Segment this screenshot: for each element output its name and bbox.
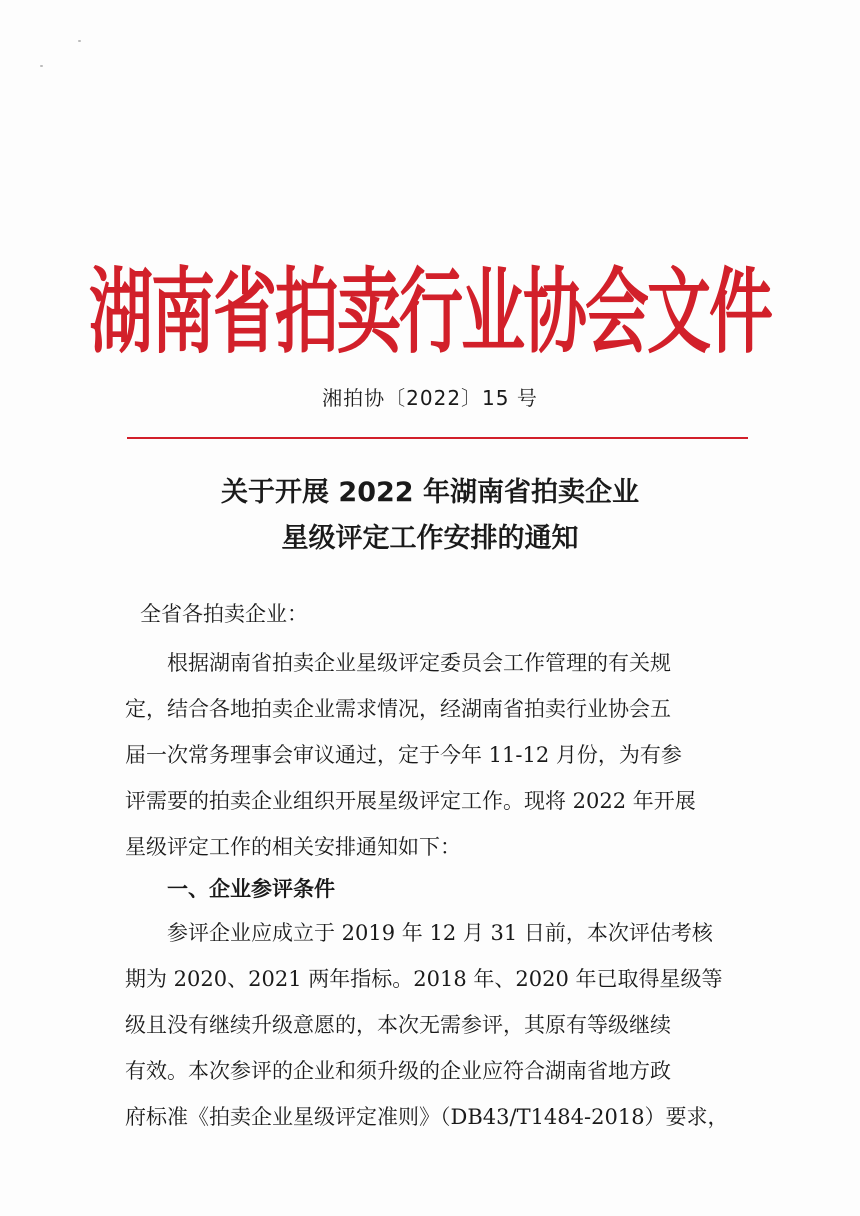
- body-line: 届一次常务理事会审议通过，定于今年 11-12 月份，为有参: [125, 743, 682, 767]
- document-number: 湘拍协〔2022〕15 号: [322, 386, 538, 410]
- scan-speck: [78, 40, 81, 42]
- notice-title-line-1: 关于开展 2022 年湖南省拍卖企业: [221, 477, 639, 508]
- body-line: 参评企业应成立于 2019 年 12 月 31 日前，本次评估考核: [125, 921, 713, 945]
- body-line: 根据湖南省拍卖企业星级评定委员会工作管理的有关规: [125, 651, 671, 675]
- section-heading: 一、企业参评条件: [125, 876, 335, 901]
- red-divider-line: [127, 437, 748, 439]
- body-line: 府标准《拍卖企业星级评定准则》（DB43/T1484-2018）要求，: [125, 1105, 729, 1129]
- body-line: 有效。本次参评的企业和须升级的企业应符合湖南省地方政: [125, 1059, 671, 1083]
- notice-title-line-2: 星级评定工作安排的通知: [281, 523, 579, 554]
- scan-speck: [40, 65, 43, 67]
- org-document-header: 湖南省拍卖行业协会文件: [89, 258, 771, 368]
- body-line: 评需要的拍卖企业组织开展星级评定工作。现将 2022 年开展: [125, 789, 696, 813]
- body-line: 期为 2020、2021 两年指标。2018 年、2020 年已取得星级等: [125, 967, 723, 991]
- salutation: 全省各拍卖企业：: [140, 602, 308, 626]
- body-line: 级且没有继续升级意愿的，本次无需参评，其原有等级继续: [125, 1013, 671, 1037]
- body-line: 星级评定工作的相关安排通知如下：: [125, 835, 461, 859]
- body-line: 定，结合各地拍卖企业需求情况，经湖南省拍卖行业协会五: [125, 697, 671, 721]
